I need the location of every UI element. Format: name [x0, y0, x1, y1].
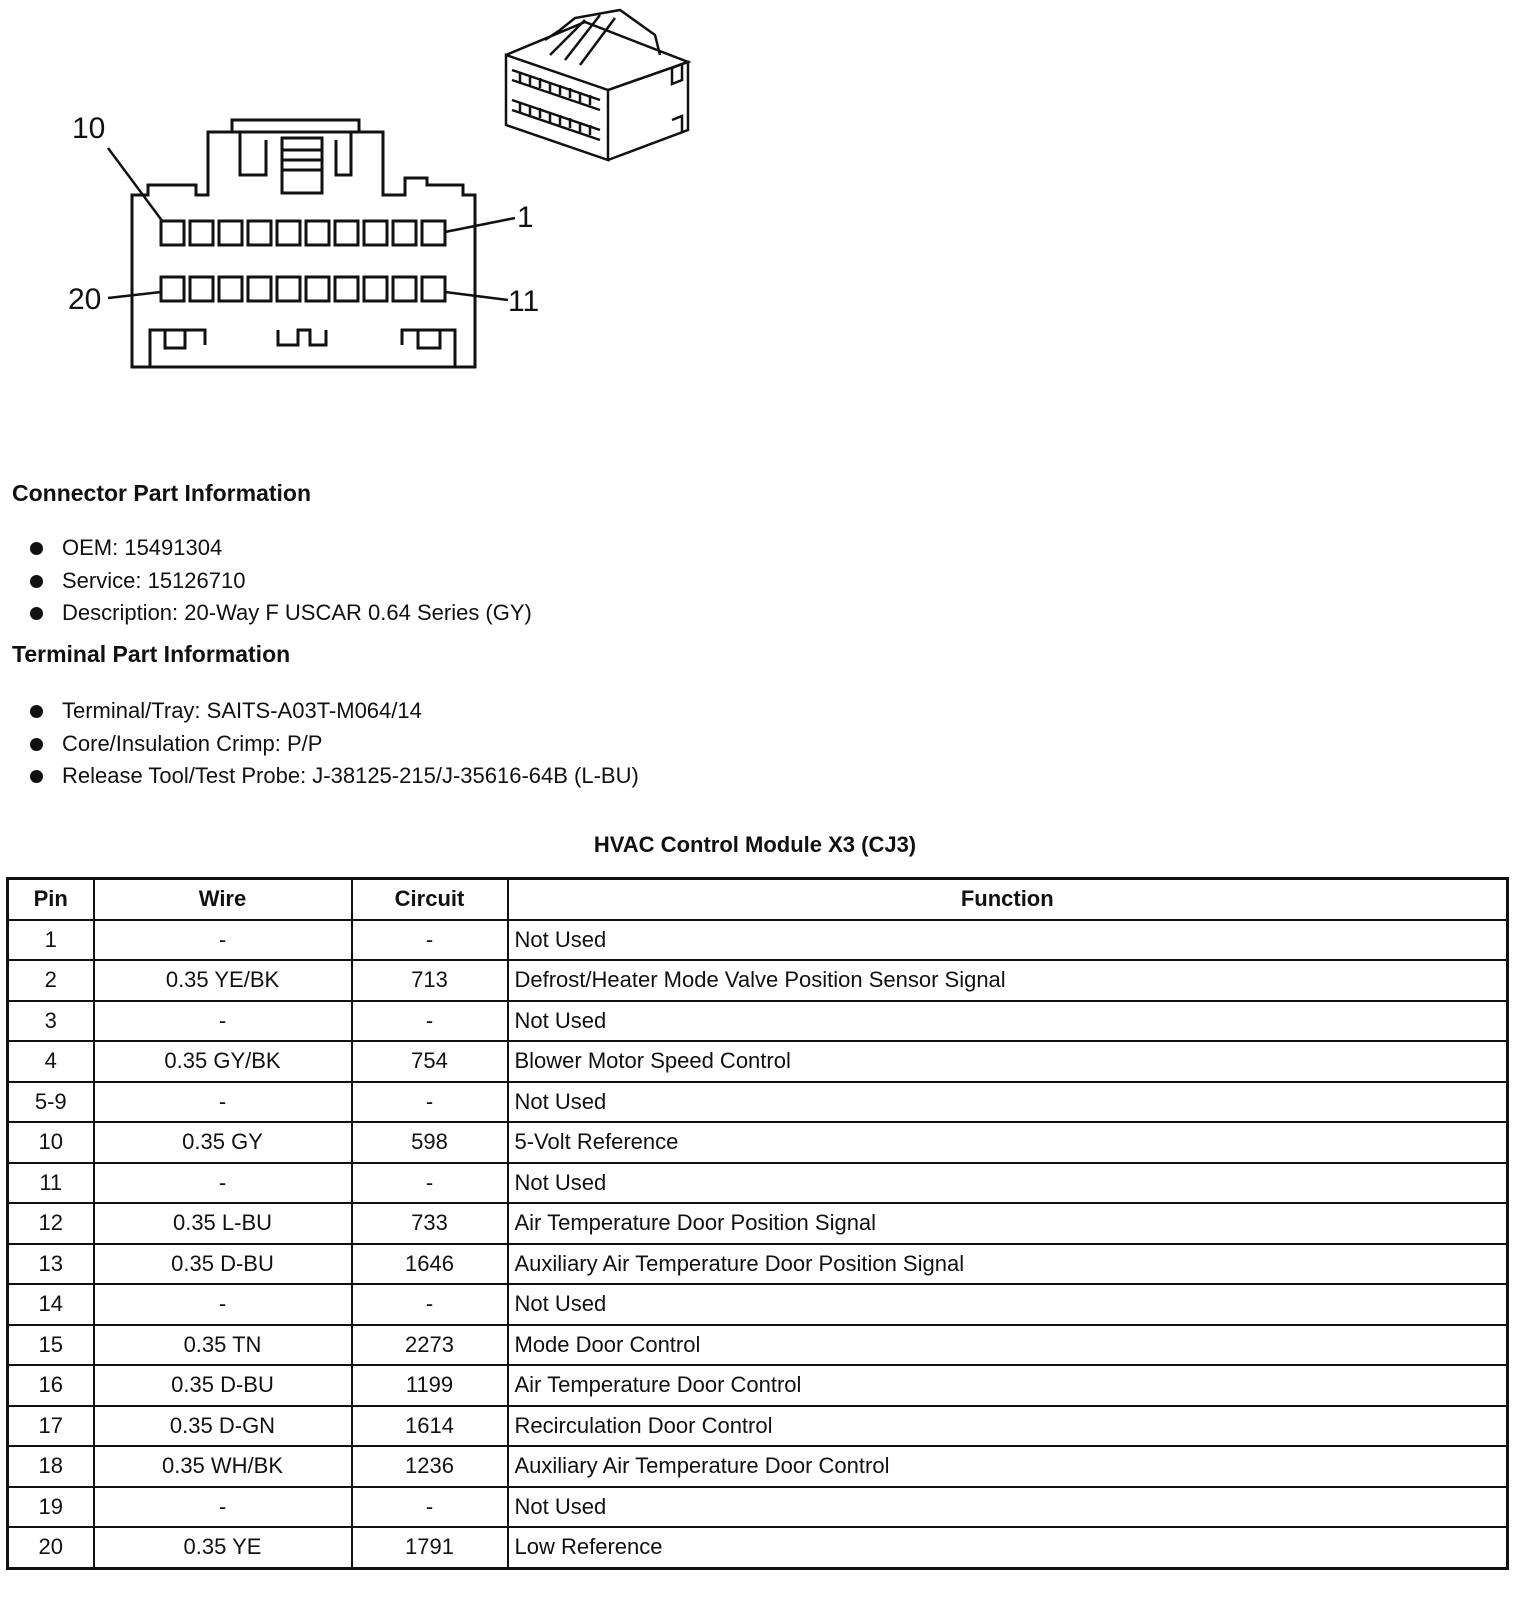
- wire-cell: -: [94, 920, 352, 961]
- circuit-cell: 1646: [352, 1244, 508, 1285]
- terminal-part-title: Terminal Part Information: [12, 641, 291, 667]
- pin-label-1: 1: [517, 201, 534, 234]
- pin-cell: 12: [8, 1203, 94, 1244]
- pin-cell: 15: [8, 1325, 94, 1366]
- pin-cell: 16: [8, 1365, 94, 1406]
- function-cell: Air Temperature Door Position Signal: [508, 1203, 1508, 1244]
- circuit-cell: 1236: [352, 1446, 508, 1487]
- list-item: [28, 565, 532, 598]
- terminal-tray: Terminal/Tray: SAITS-A03T-M064/14: [62, 698, 422, 723]
- bullet-icon: [30, 542, 43, 555]
- table-row: [8, 1203, 1508, 1244]
- wire-cell: 0.35 D-GN: [94, 1406, 352, 1447]
- header-wire: Wire: [94, 879, 352, 920]
- function-cell: Low Reference: [508, 1527, 1508, 1568]
- wire-cell: 0.35 WH/BK: [94, 1446, 352, 1487]
- table-row: [8, 1365, 1508, 1406]
- circuit-cell: 1199: [352, 1365, 508, 1406]
- table-row: [8, 1284, 1508, 1325]
- pin-label-20: 20: [68, 283, 102, 316]
- release-tool: Release Tool/Test Probe: J-38125-215/J-35616-64B (L-BU): [62, 763, 639, 788]
- circuit-cell: -: [352, 1082, 508, 1123]
- table-row: [8, 1325, 1508, 1366]
- circuit-cell: -: [352, 1487, 508, 1528]
- pin-cell: 1: [8, 920, 94, 961]
- pin-cell: 5-9: [8, 1082, 94, 1123]
- table-row: [8, 1406, 1508, 1447]
- connector-part-title: Connector Part Information: [12, 480, 312, 506]
- circuit-cell: 2273: [352, 1325, 508, 1366]
- list-item: [28, 597, 532, 630]
- function-cell: Not Used: [508, 920, 1508, 961]
- oem-number: OEM: 15491304: [62, 535, 223, 560]
- wire-cell: 0.35 GY: [94, 1122, 352, 1163]
- pin-cell: 3: [8, 1001, 94, 1042]
- pin-cell: 10: [8, 1122, 94, 1163]
- function-cell: Not Used: [508, 1001, 1508, 1042]
- circuit-cell: -: [352, 1001, 508, 1042]
- circuit-cell: 598: [352, 1122, 508, 1163]
- table-row: [8, 960, 1508, 1001]
- pin-cell: 4: [8, 1041, 94, 1082]
- wire-cell: 0.35 YE/BK: [94, 960, 352, 1001]
- function-cell: Recirculation Door Control: [508, 1406, 1508, 1447]
- bullet-icon: [30, 575, 43, 588]
- pinout-table: [6, 877, 1509, 1570]
- table-row: [8, 1487, 1508, 1528]
- list-item: [28, 532, 532, 565]
- terminal-cavities: [161, 221, 445, 301]
- function-cell: Defrost/Heater Mode Valve Position Sensor Signal: [508, 960, 1508, 1001]
- wire-cell: -: [94, 1001, 352, 1042]
- bullet-icon: [30, 705, 43, 718]
- table-header-row: [8, 879, 1508, 920]
- bullet-icon: [30, 738, 43, 751]
- wire-cell: -: [94, 1163, 352, 1204]
- table-row: [8, 1122, 1508, 1163]
- function-cell: Auxiliary Air Temperature Door Control: [508, 1446, 1508, 1487]
- function-cell: Auxiliary Air Temperature Door Position Signal: [508, 1244, 1508, 1285]
- connector-part-list: [28, 532, 532, 630]
- table-row: [8, 1041, 1508, 1082]
- function-cell: 5-Volt Reference: [508, 1122, 1508, 1163]
- function-cell: Mode Door Control: [508, 1325, 1508, 1366]
- bullet-icon: [30, 607, 43, 620]
- wire-cell: 0.35 GY/BK: [94, 1041, 352, 1082]
- function-cell: Air Temperature Door Control: [508, 1365, 1508, 1406]
- circuit-cell: 754: [352, 1041, 508, 1082]
- table-row: [8, 920, 1508, 961]
- function-cell: Not Used: [508, 1284, 1508, 1325]
- circuit-cell: 1791: [352, 1527, 508, 1568]
- list-item: [28, 728, 639, 761]
- pin-label-11: 11: [508, 285, 540, 318]
- circuit-cell: -: [352, 1284, 508, 1325]
- header-circuit: Circuit: [352, 879, 508, 920]
- header-pin: Pin: [8, 879, 94, 920]
- table-row: [8, 1527, 1508, 1568]
- list-item: [28, 760, 639, 793]
- wire-cell: 0.35 L-BU: [94, 1203, 352, 1244]
- pin-cell: 17: [8, 1406, 94, 1447]
- core-insulation-crimp: Core/Insulation Crimp: P/P: [62, 730, 323, 756]
- wire-cell: -: [94, 1487, 352, 1528]
- circuit-cell: -: [352, 1163, 508, 1204]
- table-row: [8, 1082, 1508, 1123]
- circuit-cell: 1614: [352, 1406, 508, 1447]
- service-number: Service: 15126710: [62, 567, 246, 593]
- wire-cell: 0.35 D-BU: [94, 1244, 352, 1285]
- connector-description: Description: 20-Way F USCAR 0.64 Series (GY): [62, 600, 532, 625]
- pin-cell: 2: [8, 960, 94, 1001]
- circuit-cell: -: [352, 920, 508, 961]
- bullet-icon: [30, 770, 43, 783]
- table-row: [8, 1446, 1508, 1487]
- pin-cell: 14: [8, 1284, 94, 1325]
- function-cell: Not Used: [508, 1163, 1508, 1204]
- table-row: [8, 1163, 1508, 1204]
- wire-cell: -: [94, 1284, 352, 1325]
- wire-cell: 0.35 YE: [94, 1527, 352, 1568]
- pin-cell: 20: [8, 1527, 94, 1568]
- pin-cell: 19: [8, 1487, 94, 1528]
- table-row: [8, 1244, 1508, 1285]
- wire-cell: 0.35 D-BU: [94, 1365, 352, 1406]
- wire-cell: -: [94, 1082, 352, 1123]
- pin-cell: 11: [8, 1163, 94, 1204]
- pin-cell: 13: [8, 1244, 94, 1285]
- function-cell: Not Used: [508, 1082, 1508, 1123]
- circuit-cell: 733: [352, 1203, 508, 1244]
- connector-3d-view: [506, 10, 688, 160]
- terminal-part-list: [28, 695, 639, 793]
- list-item: [28, 695, 639, 728]
- pin-cell: 18: [8, 1446, 94, 1487]
- pin-label-10: 10: [72, 112, 106, 145]
- circuit-cell: 713: [352, 960, 508, 1001]
- wire-cell: 0.35 TN: [94, 1325, 352, 1366]
- table-title: HVAC Control Module X3 (CJ3): [593, 832, 917, 857]
- function-cell: Blower Motor Speed Control: [508, 1041, 1508, 1082]
- function-cell: Not Used: [508, 1487, 1508, 1528]
- table-row: [8, 1001, 1508, 1042]
- header-function: Function: [508, 879, 1508, 920]
- connector-diagram: [0, 0, 720, 390]
